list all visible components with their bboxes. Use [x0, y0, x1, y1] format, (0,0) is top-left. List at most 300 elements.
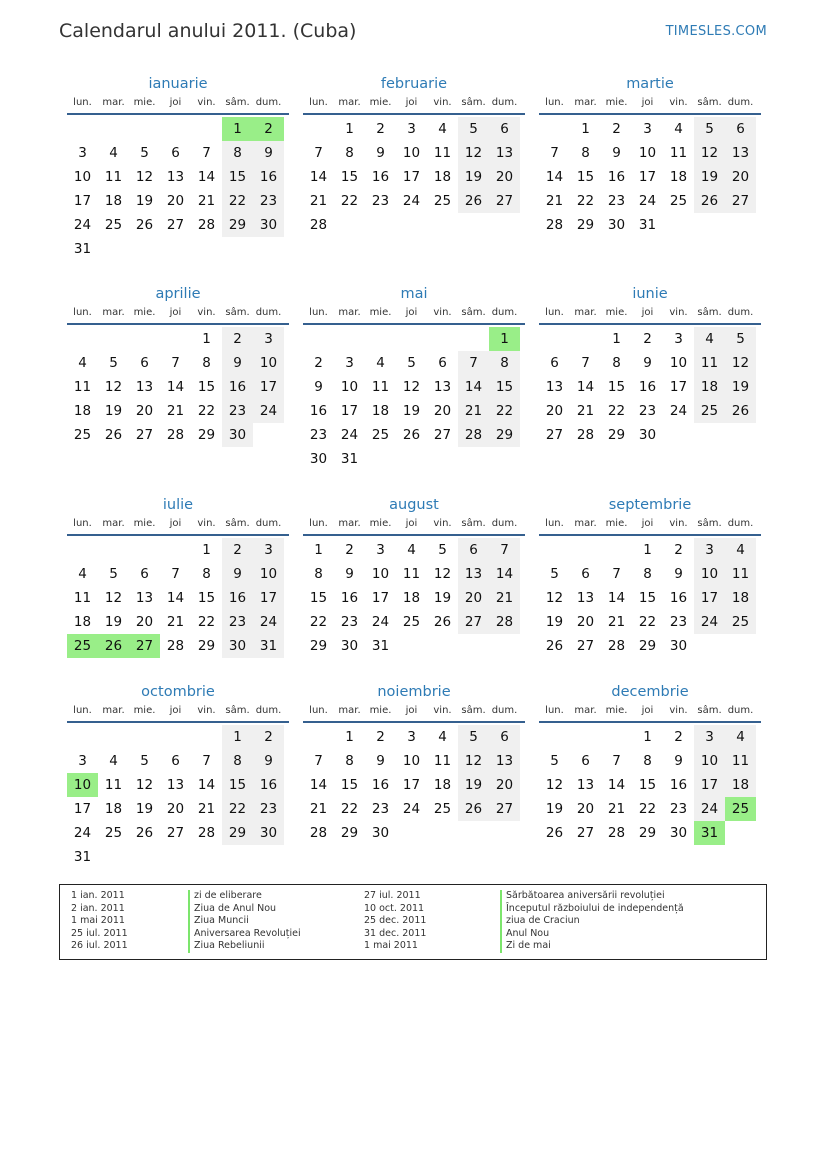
day-cell: 7: [550, 145, 559, 161]
day-cell: 6: [581, 753, 590, 769]
day-cell: 3: [78, 145, 87, 161]
day-grid: [303, 723, 520, 845]
day-cell: 12: [458, 141, 489, 165]
day-cell: 14: [545, 169, 564, 185]
day-cell: 30: [371, 825, 390, 841]
weekday-label: lun.: [309, 518, 328, 529]
day-cell: 4: [407, 542, 416, 558]
day-cell: 24: [402, 801, 421, 817]
day-cell: 3: [694, 538, 725, 562]
weekday-label: sâm.: [461, 705, 486, 716]
day-cell: 17: [669, 379, 688, 395]
day-grid: [303, 325, 520, 471]
day-cell: 27: [576, 825, 595, 841]
legend-date: 2 ian. 2011: [71, 902, 125, 914]
day-cell: 2: [674, 729, 683, 745]
holiday-legend: [59, 884, 767, 960]
weekday-label: lun.: [545, 97, 564, 108]
day-cell: 26: [135, 217, 154, 233]
day-cell: 25: [669, 193, 688, 209]
day-cell: 23: [309, 427, 328, 443]
day-cell: 14: [309, 169, 328, 185]
empty-cell: [129, 117, 160, 141]
empty-cell: [129, 327, 160, 351]
weekday-label: vin.: [197, 307, 216, 318]
day-cell: 30: [222, 634, 253, 658]
day-cell: 10: [371, 566, 390, 582]
day-cell: 24: [340, 427, 359, 443]
day-cell: 9: [376, 145, 385, 161]
day-cell: 17: [340, 403, 359, 419]
day-cell: 30: [669, 638, 688, 654]
day-cell: 14: [309, 777, 328, 793]
legend-name: zi de eliberare: [194, 890, 262, 901]
empty-cell: [98, 117, 129, 141]
day-cell: 26: [135, 825, 154, 841]
day-cell: 21: [607, 801, 626, 817]
day-cell: 1: [643, 542, 652, 558]
day-cell: 28: [309, 217, 328, 233]
day-cell: 23: [253, 189, 284, 213]
day-cell: 9: [253, 749, 284, 773]
day-cell: 22: [340, 193, 359, 209]
day-cell: 20: [545, 403, 564, 419]
day-cell: 19: [458, 165, 489, 189]
day-cell: 28: [458, 423, 489, 447]
day-cell: 12: [694, 141, 725, 165]
day-cell: 3: [345, 355, 354, 371]
weekday-header: [539, 703, 761, 723]
weekday-label: lun.: [309, 97, 328, 108]
day-cell: 22: [340, 801, 359, 817]
day-cell: 2: [345, 542, 354, 558]
weekday-label: mar.: [574, 307, 597, 318]
weekday-label: sâm.: [225, 97, 250, 108]
day-cell: 12: [725, 351, 756, 375]
day-cell: 19: [545, 801, 564, 817]
weekday-label: lun.: [545, 307, 564, 318]
day-cell: 28: [309, 825, 328, 841]
weekday-label: joi: [169, 307, 182, 318]
holiday-day-cell: 25: [67, 634, 98, 658]
day-cell: 26: [104, 427, 123, 443]
day-cell: 20: [166, 801, 185, 817]
day-cell: 15: [489, 375, 520, 399]
day-cell: 10: [402, 753, 421, 769]
day-cell: 24: [694, 610, 725, 634]
day-cell: 11: [104, 169, 123, 185]
day-cell: 29: [309, 638, 328, 654]
day-cell: 9: [643, 355, 652, 371]
day-cell: 6: [489, 117, 520, 141]
empty-cell: [191, 117, 222, 141]
holiday-day-cell: 10: [67, 773, 98, 797]
day-cell: 29: [197, 638, 216, 654]
day-cell: 19: [694, 165, 725, 189]
day-cell: 31: [638, 217, 657, 233]
day-cell: 21: [607, 614, 626, 630]
legend-date: 25 dec. 2011: [364, 915, 427, 927]
day-cell: 7: [202, 753, 211, 769]
day-cell: 20: [576, 801, 595, 817]
weekday-header: [67, 516, 289, 536]
day-cell: 19: [433, 590, 452, 606]
day-cell: 13: [135, 379, 154, 395]
weekday-label: mar.: [574, 97, 597, 108]
day-cell: 15: [197, 590, 216, 606]
empty-cell: [570, 327, 601, 351]
day-cell: 3: [407, 729, 416, 745]
day-grid: [539, 115, 756, 237]
month-septembrie: [539, 494, 761, 658]
weekday-label: mie.: [369, 307, 392, 318]
month-name: noiembrie: [377, 684, 451, 700]
day-cell: 19: [458, 773, 489, 797]
day-cell: 13: [166, 169, 185, 185]
legend-names-right: [500, 890, 684, 953]
empty-cell: [601, 725, 632, 749]
day-cell: 7: [612, 566, 621, 582]
day-cell: 8: [202, 566, 211, 582]
day-cell: 20: [576, 614, 595, 630]
day-cell: 22: [576, 193, 595, 209]
weekday-label: vin.: [433, 97, 452, 108]
weekday-label: lun.: [73, 705, 92, 716]
day-cell: 3: [253, 538, 284, 562]
day-cell: 29: [222, 821, 253, 845]
weekday-label: dum.: [255, 307, 282, 318]
day-cell: 28: [607, 825, 626, 841]
empty-cell: [129, 725, 160, 749]
day-cell: 3: [78, 753, 87, 769]
day-cell: 8: [643, 753, 652, 769]
weekday-label: sâm.: [461, 97, 486, 108]
weekday-label: dum.: [491, 307, 518, 318]
weekday-label: dum.: [491, 705, 518, 716]
day-cell: 17: [371, 590, 390, 606]
day-cell: 1: [581, 121, 590, 137]
day-cell: 9: [314, 379, 323, 395]
day-cell: 2: [674, 542, 683, 558]
day-cell: 26: [402, 427, 421, 443]
day-cell: 4: [438, 729, 447, 745]
holiday-day-cell: 27: [129, 634, 160, 658]
day-cell: 8: [222, 749, 253, 773]
empty-cell: [67, 538, 98, 562]
day-cell: 13: [576, 590, 595, 606]
day-cell: 18: [725, 773, 756, 797]
day-cell: 10: [340, 379, 359, 395]
day-cell: 2: [376, 121, 385, 137]
day-cell: 14: [458, 375, 489, 399]
day-cell: 11: [73, 379, 92, 395]
day-cell: 9: [376, 753, 385, 769]
weekday-label: joi: [169, 518, 182, 529]
day-cell: 21: [166, 403, 185, 419]
day-cell: 26: [433, 614, 452, 630]
weekday-label: lun.: [73, 518, 92, 529]
day-cell: 16: [669, 590, 688, 606]
day-cell: 15: [309, 590, 328, 606]
day-cell: 23: [222, 610, 253, 634]
empty-cell: [570, 538, 601, 562]
empty-cell: [67, 327, 98, 351]
weekday-header: [303, 703, 525, 723]
day-cell: 18: [694, 375, 725, 399]
day-cell: 6: [140, 355, 149, 371]
day-cell: 22: [309, 614, 328, 630]
weekday-label: joi: [405, 518, 418, 529]
day-cell: 4: [725, 725, 756, 749]
day-cell: 18: [433, 777, 452, 793]
day-cell: 11: [433, 145, 452, 161]
day-cell: 23: [340, 614, 359, 630]
day-cell: 12: [104, 590, 123, 606]
empty-cell: [601, 538, 632, 562]
day-cell: 17: [402, 777, 421, 793]
day-cell: 9: [222, 351, 253, 375]
day-cell: 7: [489, 538, 520, 562]
day-cell: 6: [438, 355, 447, 371]
day-cell: 1: [345, 121, 354, 137]
day-cell: 12: [458, 749, 489, 773]
day-cell: 20: [489, 165, 520, 189]
weekday-label: sâm.: [461, 307, 486, 318]
day-cell: 30: [638, 427, 657, 443]
weekday-label: joi: [641, 97, 654, 108]
day-cell: 31: [253, 634, 284, 658]
day-cell: 4: [376, 355, 385, 371]
day-cell: 23: [669, 614, 688, 630]
day-cell: 1: [314, 542, 323, 558]
day-cell: 10: [694, 749, 725, 773]
weekday-label: dum.: [255, 518, 282, 529]
day-cell: 28: [489, 610, 520, 634]
day-cell: 5: [458, 117, 489, 141]
legend-names-left: [188, 890, 301, 953]
day-cell: 29: [489, 423, 520, 447]
day-cell: 1: [612, 331, 621, 347]
day-cell: 30: [607, 217, 626, 233]
day-cell: 15: [222, 773, 253, 797]
day-cell: 19: [104, 403, 123, 419]
day-cell: 10: [402, 145, 421, 161]
day-cell: 9: [674, 753, 683, 769]
day-cell: 25: [371, 427, 390, 443]
day-cell: 24: [73, 825, 92, 841]
month-name: decembrie: [611, 684, 689, 700]
empty-cell: [160, 538, 191, 562]
day-cell: 11: [73, 590, 92, 606]
month-name: octombrie: [141, 684, 215, 700]
day-cell: 28: [197, 217, 216, 233]
day-cell: 1: [202, 331, 211, 347]
month-noiembrie: [303, 681, 525, 845]
day-cell: 10: [638, 145, 657, 161]
day-grid: [303, 536, 520, 658]
day-cell: 5: [109, 566, 118, 582]
weekday-label: vin.: [433, 307, 452, 318]
day-cell: 16: [340, 590, 359, 606]
holiday-day-cell: 31: [694, 821, 725, 845]
legend-date: 10 oct. 2011: [364, 902, 425, 914]
month-name: februarie: [380, 76, 448, 92]
legend-date: 31 dec. 2011: [364, 927, 427, 939]
weekday-label: joi: [641, 705, 654, 716]
weekday-label: vin.: [433, 705, 452, 716]
day-cell: 27: [489, 797, 520, 821]
day-cell: 6: [171, 145, 180, 161]
day-cell: 6: [458, 538, 489, 562]
empty-cell: [458, 327, 489, 351]
weekday-label: joi: [405, 307, 418, 318]
day-cell: 28: [576, 427, 595, 443]
day-cell: 27: [725, 189, 756, 213]
weekday-label: mie.: [605, 705, 628, 716]
day-cell: 2: [253, 725, 284, 749]
day-cell: 8: [202, 355, 211, 371]
day-cell: 4: [109, 753, 118, 769]
day-cell: 12: [135, 169, 154, 185]
legend-name: Începutul războiului de independență: [506, 902, 684, 914]
day-cell: 22: [222, 797, 253, 821]
day-cell: 6: [489, 725, 520, 749]
legend-date: 26 iul. 2011: [71, 940, 128, 952]
day-cell: 8: [314, 566, 323, 582]
day-cell: 27: [166, 217, 185, 233]
day-cell: 14: [576, 379, 595, 395]
day-cell: 20: [489, 773, 520, 797]
month-iulie: [67, 494, 289, 658]
day-cell: 28: [197, 825, 216, 841]
weekday-label: mie.: [133, 97, 156, 108]
day-cell: 4: [78, 566, 87, 582]
month-februarie: [303, 73, 525, 237]
day-cell: 29: [340, 825, 359, 841]
day-cell: 23: [253, 797, 284, 821]
day-cell: 17: [253, 586, 284, 610]
weekday-header: [67, 95, 289, 115]
day-cell: 20: [135, 614, 154, 630]
day-cell: 29: [222, 213, 253, 237]
day-cell: 27: [135, 427, 154, 443]
day-cell: 27: [433, 427, 452, 443]
day-cell: 24: [253, 399, 284, 423]
day-cell: 15: [197, 379, 216, 395]
weekday-label: mie.: [605, 307, 628, 318]
day-cell: 24: [402, 193, 421, 209]
weekday-header: [67, 703, 289, 723]
empty-cell: [98, 538, 129, 562]
day-cell: 17: [73, 193, 92, 209]
month-august: [303, 494, 525, 658]
weekday-label: vin.: [669, 518, 688, 529]
day-cell: 19: [135, 801, 154, 817]
weekday-label: mar.: [338, 518, 361, 529]
holiday-day-cell: 1: [222, 117, 253, 141]
weekday-label: mie.: [133, 705, 156, 716]
weekday-label: mie.: [133, 307, 156, 318]
weekday-label: vin.: [197, 705, 216, 716]
day-cell: 2: [222, 538, 253, 562]
weekday-label: mie.: [605, 518, 628, 529]
day-cell: 24: [638, 193, 657, 209]
weekday-label: mie.: [133, 518, 156, 529]
day-cell: 21: [166, 614, 185, 630]
day-cell: 1: [202, 542, 211, 558]
day-cell: 18: [104, 801, 123, 817]
day-cell: 20: [433, 403, 452, 419]
day-cell: 27: [166, 825, 185, 841]
weekday-header: [539, 305, 761, 325]
day-cell: 21: [309, 193, 328, 209]
day-cell: 14: [197, 777, 216, 793]
month-name: aprilie: [155, 286, 201, 302]
day-cell: 2: [222, 327, 253, 351]
day-cell: 26: [694, 189, 725, 213]
weekday-label: mar.: [102, 705, 125, 716]
day-cell: 3: [407, 121, 416, 137]
day-cell: 17: [73, 801, 92, 817]
day-cell: 29: [197, 427, 216, 443]
day-cell: 30: [253, 213, 284, 237]
day-cell: 18: [371, 403, 390, 419]
weekday-label: mar.: [102, 307, 125, 318]
day-cell: 5: [550, 566, 559, 582]
day-cell: 22: [197, 403, 216, 419]
empty-cell: [427, 327, 458, 351]
weekday-label: vin.: [433, 518, 452, 529]
month-name: iulie: [162, 497, 194, 513]
day-cell: 19: [402, 403, 421, 419]
day-cell: 15: [222, 165, 253, 189]
day-cell: 29: [638, 638, 657, 654]
weekday-label: sâm.: [697, 705, 722, 716]
day-cell: 15: [576, 169, 595, 185]
day-cell: 16: [638, 379, 657, 395]
day-cell: 11: [725, 562, 756, 586]
day-cell: 13: [489, 749, 520, 773]
day-cell: 13: [545, 379, 564, 395]
weekday-label: vin.: [197, 97, 216, 108]
weekday-label: mar.: [338, 705, 361, 716]
day-cell: 25: [694, 399, 725, 423]
day-cell: 28: [607, 638, 626, 654]
day-cell: 16: [253, 773, 284, 797]
day-cell: 11: [725, 749, 756, 773]
month-name: septembrie: [608, 497, 692, 513]
day-cell: 4: [438, 121, 447, 137]
day-cell: 15: [607, 379, 626, 395]
day-cell: 17: [638, 169, 657, 185]
weekday-label: dum.: [255, 705, 282, 716]
day-cell: 5: [694, 117, 725, 141]
month-ianuarie: [67, 73, 289, 261]
day-cell: 13: [135, 590, 154, 606]
empty-cell: [67, 117, 98, 141]
legend-name: Ziua Rebeliunii: [194, 940, 265, 952]
day-cell: 8: [489, 351, 520, 375]
day-cell: 16: [222, 586, 253, 610]
day-cell: 15: [340, 169, 359, 185]
day-cell: 23: [371, 801, 390, 817]
month-iunie: [539, 283, 761, 447]
site-link[interactable]: TIMESLES.COM: [665, 24, 767, 39]
day-cell: 4: [109, 145, 118, 161]
day-cell: 3: [694, 725, 725, 749]
day-cell: 17: [694, 773, 725, 797]
day-cell: 12: [545, 777, 564, 793]
